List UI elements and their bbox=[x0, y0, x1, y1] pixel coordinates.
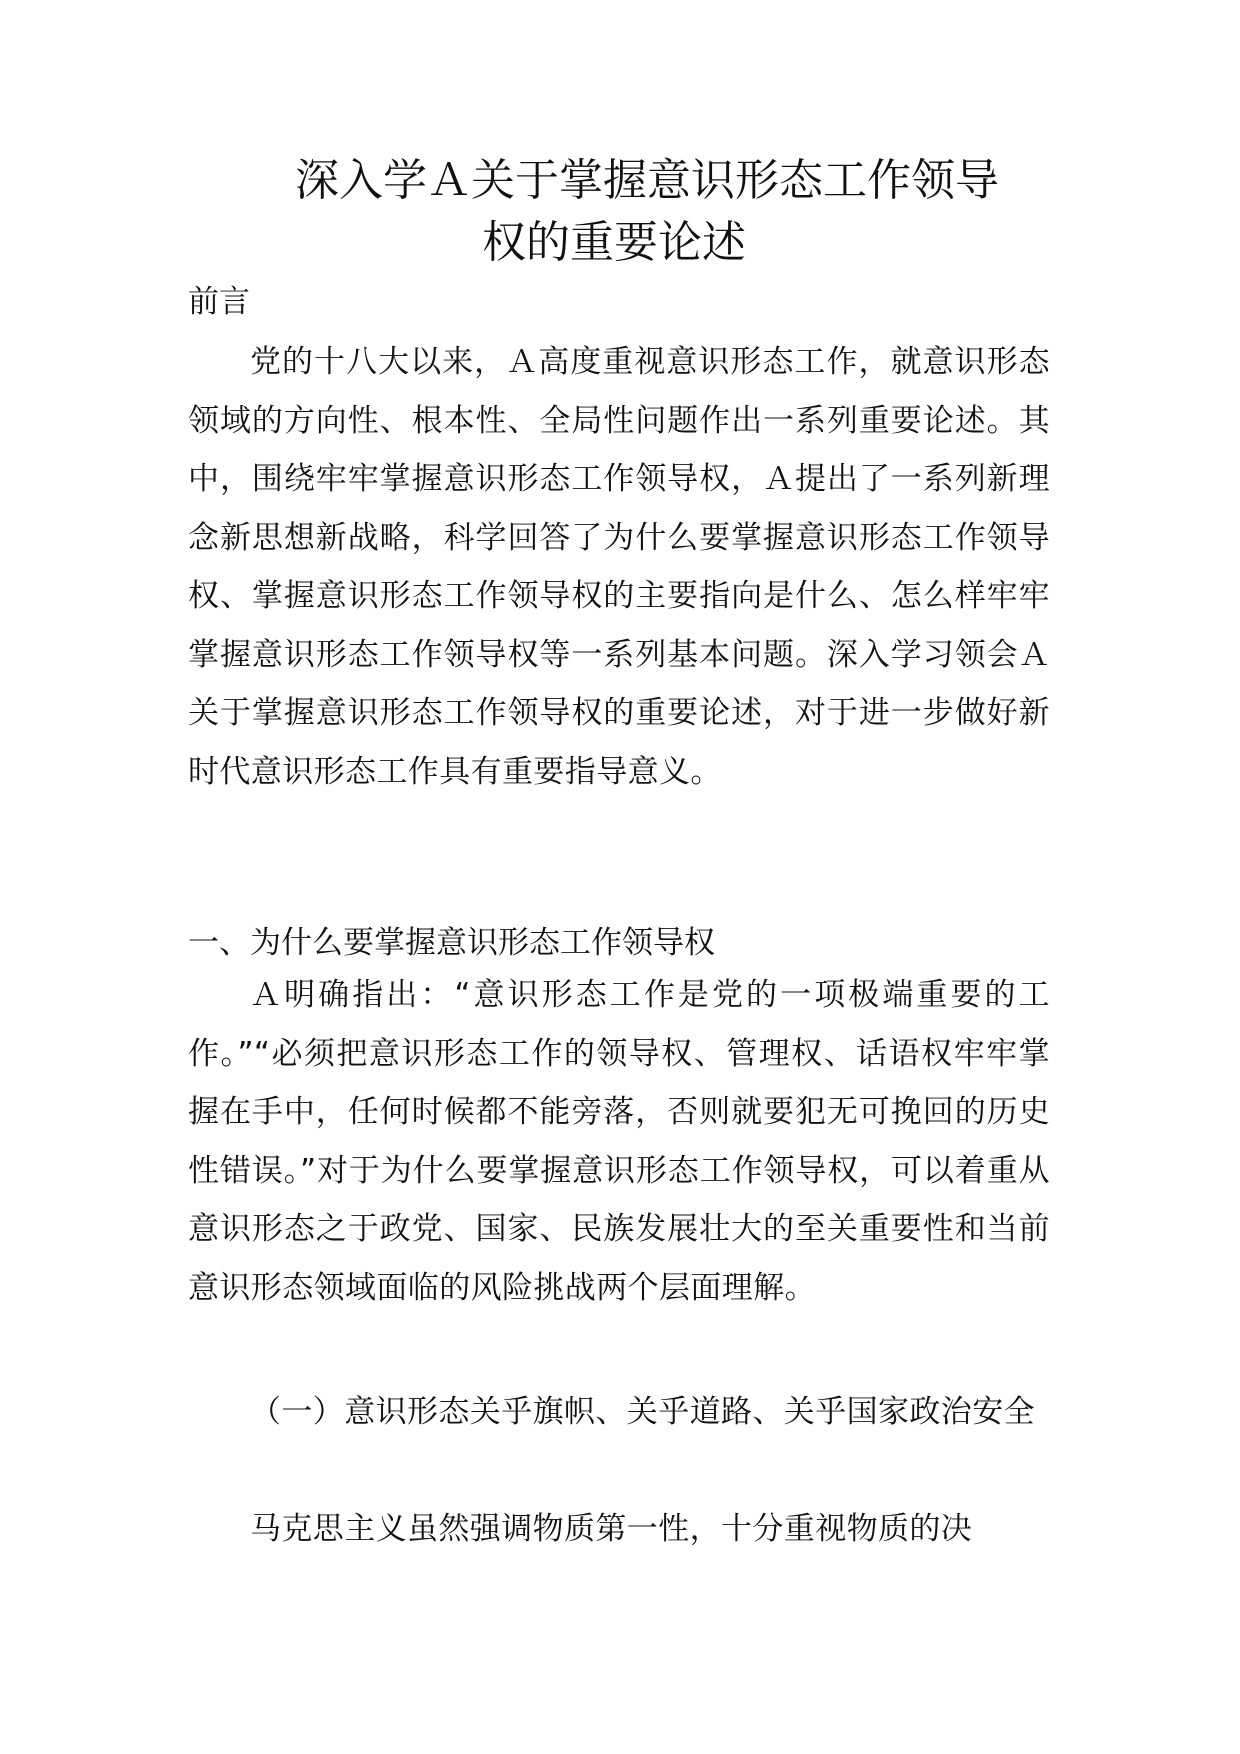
document-title bbox=[250, 150, 1070, 274]
foreword-paragraph: 党的十八大以来，Ａ高度重视意识形态工作，就意识形态领域的方向性、根本性、全局性问题作出一系列重要论述。其中，围绕牢牢掌握意识形态工作领导权，Ａ提出了一系列新理念新思想新战略，科学回答了为什么要掌握意识形态工作领导权、掌握意识形态工作领导权的主要指向是什么、怎么样牢牢掌握意识形态工作领导权等一系列基本问题。深入学习领会Ａ关于掌握意识形态工作领导权的重要论述，对于进一步做好新时代意识形态工作具有重要指导意义。 bbox=[188, 344, 1050, 790]
foreword-heading: 前言 bbox=[188, 284, 250, 320]
section-1-heading: 一、为什么要掌握意识形态工作领导权 bbox=[188, 925, 715, 961]
subsection-1-heading: （一）意识形态关乎旗帜、关乎道路、关乎国家政治安全 bbox=[250, 1394, 1035, 1430]
title-line-2: 权的重要论述 bbox=[482, 217, 746, 268]
title-line-1: 深入学Ａ关于掌握意识形态工作领导 bbox=[295, 155, 999, 206]
section-1-paragraph: Ａ明确指出：“意识形态工作是党的一项极端重要的工作。”“必须把意识形态工作的领导权、管理权、话语权牢牢掌握在手中，任何时候都不能旁落，否则就要犯无可挽回的历史性错误。”对于为什么要掌握意识形态工作领导权，可以着重从意识形态之于政党、国家、民族发展壮大的至关重要性和当前意识形态领域面临的风险挑战两个层面理解。 bbox=[188, 977, 1050, 1306]
subsection-1-paragraph: 马克思主义虽然强调物质第一性，十分重视物质的决 bbox=[250, 1511, 973, 1547]
